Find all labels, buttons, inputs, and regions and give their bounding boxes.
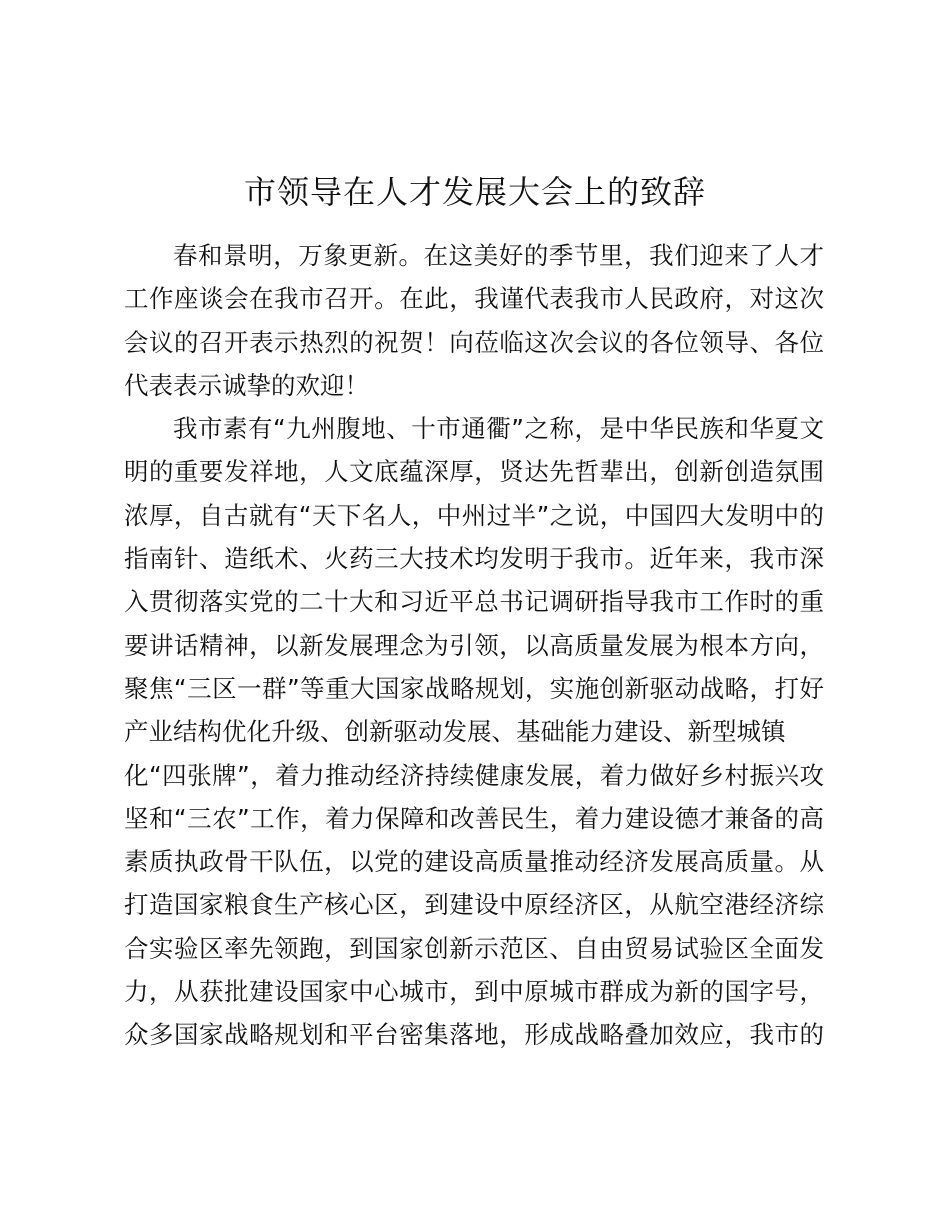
paragraph-line: 春和景明，万象更新。在这美好的季节里，我们迎来了人才 [173, 241, 824, 270]
paragraph-line: 合实验区率先领跑，到国家创新示范区、自由贸易试验区全面发 [124, 933, 824, 963]
document-body [124, 234, 824, 1057]
paragraph-1 [124, 234, 824, 407]
paragraph-line: 工作座谈会在我市召开。在此，我谨代表我市人民政府，对这次 [124, 284, 824, 314]
paragraph-line: 化“四张牌”，着力推动经济持续健康发展，着力做好乡村振兴攻 [124, 760, 824, 790]
paragraph-line: 我市素有“九州腹地、十市通衢”之称，是中华民族和华夏文 [173, 414, 824, 444]
paragraph-line: 会议的召开表示热烈的祝贺！向莅临这次会议的各位领导、各位 [124, 327, 824, 357]
paragraph-line: 聚焦“三区一群”等重大国家战略规划，实施创新驱动战略，打好 [124, 673, 824, 703]
paragraph-line: 明的重要发祥地，人文底蕴深厚，贤达先哲辈出，创新创造氛围 [124, 457, 824, 487]
paragraph-2 [124, 407, 824, 1056]
paragraph-line: 坚和“三农”工作，着力保障和改善民生，着力建设德才兼备的高 [124, 803, 824, 833]
paragraph-line: 众多国家战略规划和平台密集落地，形成战略叠加效应，我市的 [124, 1020, 824, 1050]
paragraph-line: 要讲话精神，以新发展理念为引领，以高质量发展为根本方向， [124, 630, 824, 660]
paragraph-line: 力，从获批建设国家中心城市，到中原城市群成为新的国字号， [124, 977, 824, 1007]
paragraph-line: 素质执政骨干队伍，以党的建设高质量推动经济发展高质量。从 [124, 847, 824, 877]
paragraph-line: 指南针、造纸术、火药三大技术均发明于我市。近年来，我市深 [124, 544, 824, 574]
paragraph-line: 入贯彻落实党的二十大和习近平总书记调研指导我市工作时的重 [124, 587, 824, 617]
paragraph-line: 代表表示诚挚的欢迎！ [124, 370, 369, 400]
paragraph-line: 浓厚，自古就有“天下名人，中州过半”之说，中国四大发明中的 [124, 500, 824, 530]
paragraph-line: 打造国家粮食生产核心区，到建设中原经济区，从航空港经济综 [124, 890, 824, 920]
paragraph-line: 产业结构优化升级、创新驱动发展、基础能力建设、新型城镇 [124, 717, 786, 747]
document-title: 市领导在人才发展大会上的致辞 [243, 173, 706, 211]
